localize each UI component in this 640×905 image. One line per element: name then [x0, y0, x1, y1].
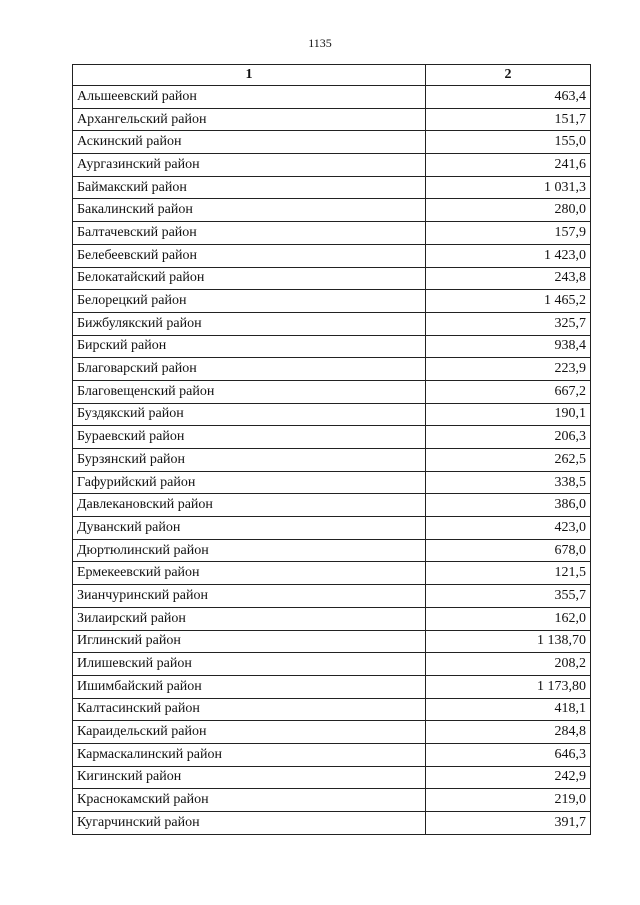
table-row [73, 562, 591, 585]
district-value-cell: 284,8 [426, 721, 591, 744]
district-name-cell: Иглинский район [73, 630, 426, 653]
district-name-cell: Балтачевский район [73, 222, 426, 245]
district-name-cell: Аскинский район [73, 131, 426, 154]
district-value-cell: 355,7 [426, 585, 591, 608]
district-value-cell: 206,3 [426, 426, 591, 449]
table-row [73, 517, 591, 540]
district-name-cell: Белорецкий район [73, 290, 426, 313]
district-value-cell: 162,0 [426, 607, 591, 630]
district-name-cell: Ишимбайский район [73, 675, 426, 698]
district-value-cell: 678,0 [426, 539, 591, 562]
district-name-cell: Илишевский район [73, 653, 426, 676]
table-row [73, 176, 591, 199]
table-row [73, 471, 591, 494]
district-value-cell: 463,4 [426, 86, 591, 109]
table-row [73, 380, 591, 403]
table-row [73, 653, 591, 676]
table-row [73, 766, 591, 789]
table-row [73, 199, 591, 222]
table-row [73, 721, 591, 744]
district-name-cell: Давлекановский район [73, 494, 426, 517]
district-value-cell: 938,4 [426, 335, 591, 358]
table-row [73, 312, 591, 335]
district-name-cell: Архангельский район [73, 108, 426, 131]
table-row [73, 335, 591, 358]
table-row [73, 131, 591, 154]
district-value-cell: 208,2 [426, 653, 591, 676]
table-row [73, 244, 591, 267]
district-value-cell: 646,3 [426, 743, 591, 766]
district-name-cell: Аургазинский район [73, 154, 426, 177]
district-name-cell: Бураевский район [73, 426, 426, 449]
district-value-cell: 223,9 [426, 358, 591, 381]
table-row [73, 290, 591, 313]
district-value-cell: 338,5 [426, 471, 591, 494]
district-name-cell: Бурзянский район [73, 449, 426, 472]
district-name-cell: Бирский район [73, 335, 426, 358]
table-row [73, 154, 591, 177]
district-name-cell: Гафурийский район [73, 471, 426, 494]
district-name-cell: Кугарчинский район [73, 812, 426, 835]
district-value-cell: 190,1 [426, 403, 591, 426]
column-header-name: 1 [73, 65, 426, 86]
district-value-cell: 1 138,70 [426, 630, 591, 653]
district-name-cell: Благовещенский район [73, 380, 426, 403]
table-row [73, 86, 591, 109]
district-value-cell: 391,7 [426, 812, 591, 835]
district-name-cell: Альшеевский район [73, 86, 426, 109]
table-row [73, 743, 591, 766]
district-name-cell: Дуванский район [73, 517, 426, 540]
table-row [73, 403, 591, 426]
district-name-cell: Зианчуринский район [73, 585, 426, 608]
district-value-cell: 386,0 [426, 494, 591, 517]
district-name-cell: Благоварский район [73, 358, 426, 381]
table-row [73, 789, 591, 812]
table-row [73, 630, 591, 653]
district-value-cell: 667,2 [426, 380, 591, 403]
table-row [73, 222, 591, 245]
district-value-cell: 121,5 [426, 562, 591, 585]
district-value-cell: 1 031,3 [426, 176, 591, 199]
district-name-cell: Бижбулякский район [73, 312, 426, 335]
table-row [73, 449, 591, 472]
district-value-cell: 157,9 [426, 222, 591, 245]
table-row [73, 358, 591, 381]
district-name-cell: Буздякский район [73, 403, 426, 426]
district-name-cell: Белебеевский район [73, 244, 426, 267]
district-name-cell: Краснокамский район [73, 789, 426, 812]
district-value-cell: 241,6 [426, 154, 591, 177]
district-value-cell: 280,0 [426, 199, 591, 222]
district-value-cell: 219,0 [426, 789, 591, 812]
table-row [73, 267, 591, 290]
district-name-cell: Белокатайский район [73, 267, 426, 290]
district-name-cell: Бакалинский район [73, 199, 426, 222]
table-row [73, 812, 591, 835]
district-value-cell: 155,0 [426, 131, 591, 154]
page-number: 1135 [308, 36, 332, 50]
district-value-cell: 1 173,80 [426, 675, 591, 698]
district-name-cell: Дюртюлинский район [73, 539, 426, 562]
table-row [73, 607, 591, 630]
table-row [73, 108, 591, 131]
district-table [72, 64, 591, 835]
table-row [73, 539, 591, 562]
table-row [73, 675, 591, 698]
district-name-cell: Кармаскалинский район [73, 743, 426, 766]
table-row [73, 585, 591, 608]
district-value-cell: 243,8 [426, 267, 591, 290]
table-header-row [73, 65, 591, 86]
district-value-cell: 1 465,2 [426, 290, 591, 313]
table-row [73, 698, 591, 721]
table-row [73, 426, 591, 449]
district-name-cell: Кигинский район [73, 766, 426, 789]
district-value-cell: 418,1 [426, 698, 591, 721]
district-value-cell: 151,7 [426, 108, 591, 131]
district-value-cell: 1 423,0 [426, 244, 591, 267]
district-name-cell: Баймакский район [73, 176, 426, 199]
district-name-cell: Калтасинский район [73, 698, 426, 721]
district-value-cell: 262,5 [426, 449, 591, 472]
column-header-value: 2 [426, 65, 591, 86]
district-value-cell: 423,0 [426, 517, 591, 540]
district-name-cell: Караидельский район [73, 721, 426, 744]
table-body [73, 86, 591, 835]
district-name-cell: Зилаирский район [73, 607, 426, 630]
district-name-cell: Ермекеевский район [73, 562, 426, 585]
district-value-cell: 325,7 [426, 312, 591, 335]
table-row [73, 494, 591, 517]
district-value-cell: 242,9 [426, 766, 591, 789]
